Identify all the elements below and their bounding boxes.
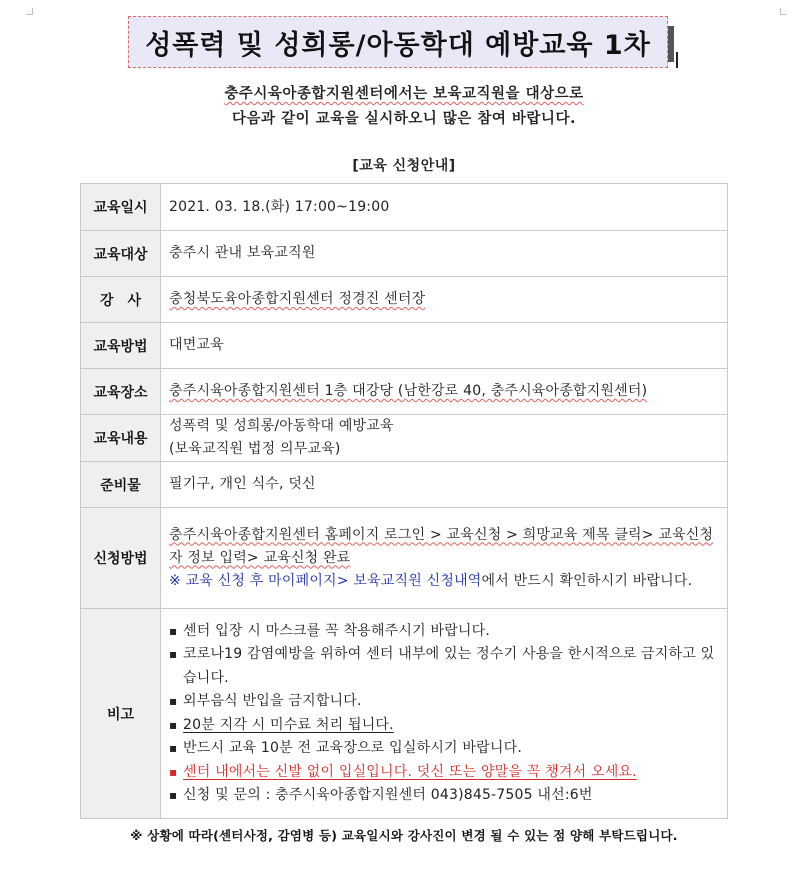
table-row-apply (81, 508, 728, 609)
text-cursor (676, 52, 678, 68)
apply-note (169, 570, 719, 593)
remarks-list (169, 620, 719, 808)
remark-item: ▪ 외부음식 반입을 금지합니다. (169, 690, 719, 714)
document-title: 성폭력 및 성희롱/아동학대 예방교육 1차 (145, 29, 651, 61)
table-row-place (81, 369, 728, 415)
remark-item: ▪ 센터 입장 시 마스크를 꼭 착용해주시기 바랍니다. (169, 620, 719, 644)
value-content (161, 415, 728, 462)
remark-item-contact: ▪ 신청 및 문의 : 충주시육아종합지원센터 043)845-7505 내선:6번 (169, 784, 719, 808)
remark-item-text: 20분 지각 시 미수료 처리 됩니다. (183, 716, 394, 733)
remark-item-warning (169, 761, 719, 785)
value-content-line-2: (보육교직원 법정 의무교육) (169, 441, 341, 457)
table-row-target (81, 231, 728, 277)
apply-steps: 충주시육아종합지원센터 홈페이지 로그인 > 교육신청 > 희망교육 제목 클릭> 교육신청자 정보 입력> 교육신청 완료 (169, 526, 714, 566)
remark-item: ▪ 코로나19 감염예방을 위하여 센터 내부에 있는 정수기 사용을 한시적으로 금지하고 있습니다. (169, 643, 719, 690)
value-lecturer-text: 충청북도육아종합지원센터 정경진 센터장 (169, 291, 426, 307)
label-remarks: 비고 (81, 609, 161, 819)
value-target: 충주시 관내 보육교직원 (161, 231, 728, 277)
title-shadow (668, 26, 674, 62)
page-corner-mark-left (26, 8, 33, 15)
footer-note: ※ 상황에 따라(센터사정, 감염병 등) 교육일시와 강사진이 변경 될 수 있는 점 양해 부탁드립니다. (130, 828, 678, 843)
value-place-text: 충주시육아종합지원센터 1층 대강당 (남한강로 40, 충주시육아종합지원센터) (169, 383, 648, 399)
table-row-lecturer (81, 277, 728, 323)
value-supplies: 필기구, 개인 식수, 덧신 (161, 462, 728, 508)
table-row-content (81, 415, 728, 462)
page-corner-mark-right (780, 8, 787, 15)
label-supplies: 준비물 (81, 462, 161, 508)
info-table (80, 183, 728, 819)
value-content-line-1: 성폭력 및 성희롱/아동학대 예방교육 (169, 418, 394, 434)
label-lecturer: 강 사 (81, 277, 161, 323)
label-apply: 신청방법 (81, 508, 161, 609)
table-row-method (81, 323, 728, 369)
value-method: 대면교육 (161, 323, 728, 369)
value-apply (161, 508, 728, 609)
label-place: 교육장소 (81, 369, 161, 415)
label-target: 교육대상 (81, 231, 161, 277)
value-date: 2021. 03. 18.(화) 17:00~19:00 (161, 184, 728, 231)
intro-line-1-text: 충주시육아종합지원센터에서는 보육교직원을 대상으로 (224, 86, 584, 102)
table-row-remarks (81, 609, 728, 819)
table-row-date (81, 184, 728, 231)
label-method: 교육방법 (81, 323, 161, 369)
remark-item: ▪ 반드시 교육 10분 전 교육장으로 입실하시기 바랍니다. (169, 737, 719, 761)
intro-line-2: 다음과 같이 교육을 실시하오니 많은 참여 바랍니다. (232, 111, 576, 127)
value-lecturer (161, 277, 728, 323)
value-remarks (161, 609, 728, 819)
table-row-supplies (81, 462, 728, 508)
label-content: 교육내용 (81, 415, 161, 462)
intro-line-1 (0, 82, 808, 103)
remark-item (169, 714, 719, 738)
apply-note-rest: 에서 반드시 확인하시기 바랍니다. (481, 572, 693, 589)
remark-item-warning-text: 센터 내에서는 신발 없이 입실입니다. 덧신 또는 양말을 꼭 챙겨서 오세요. (183, 763, 637, 780)
section-heading: [교육 신청안내] (352, 158, 456, 174)
label-date: 교육일시 (81, 184, 161, 231)
value-place (161, 369, 728, 415)
apply-note-blue: ※ 교육 신청 후 마이페이지> 보육교직원 신청내역 (169, 572, 482, 589)
